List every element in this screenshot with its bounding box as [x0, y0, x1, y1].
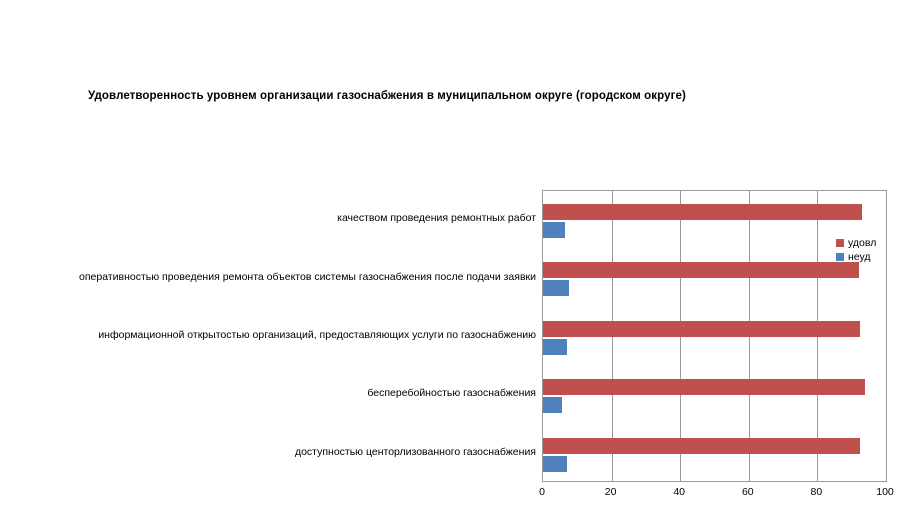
bar-удовл — [543, 204, 862, 220]
x-axis-tick-label: 20 — [604, 486, 617, 498]
legend-label: удовл — [848, 237, 877, 249]
category-label: бесперебойностью газоснабжения — [367, 387, 536, 400]
x-axis-tick-label: 0 — [539, 486, 545, 498]
legend-swatch — [836, 239, 844, 247]
category-label: доступностью центорлизованного газоснабжения — [294, 445, 536, 458]
x-axis-tick-label: 100 — [876, 486, 894, 498]
bar-group — [543, 308, 886, 366]
chart-title: Удовлетворенность уровнем организации газоснабжения в муниципальном округе (городском округе) — [88, 90, 686, 102]
bar-неуд — [543, 339, 567, 355]
bar-group — [543, 249, 886, 307]
bar-неуд — [543, 222, 565, 238]
legend-item-удовл[interactable] — [836, 236, 876, 250]
legend-label: неуд — [848, 251, 871, 263]
legend-item-неуд[interactable] — [836, 250, 876, 264]
bar-неуд — [543, 456, 567, 472]
bar-удовл — [543, 438, 860, 454]
bar-неуд — [543, 397, 562, 413]
legend-swatch — [836, 253, 844, 261]
bar-group — [543, 366, 886, 424]
bar-удовл — [543, 262, 859, 278]
category-label: оперативностью проведения ремонта объектов системы газоснабжения после подачи заявки — [79, 270, 536, 283]
category-label: информационной открытостью организаций, предоставляющих услуги по газоснабжению — [98, 329, 536, 341]
bar-удовл — [543, 379, 865, 395]
plot-area — [542, 190, 887, 482]
x-axis-tick-label: 60 — [741, 486, 754, 498]
bar-удовл — [543, 321, 860, 337]
category-label: качеством проведения ремонтных работ — [337, 212, 536, 225]
x-axis-tick-label: 40 — [673, 486, 686, 498]
x-axis-tick-label: 80 — [810, 486, 823, 498]
chart-legend — [836, 236, 876, 264]
bar-group — [543, 191, 886, 249]
bar-неуд — [543, 280, 569, 296]
bar-group — [543, 425, 886, 483]
